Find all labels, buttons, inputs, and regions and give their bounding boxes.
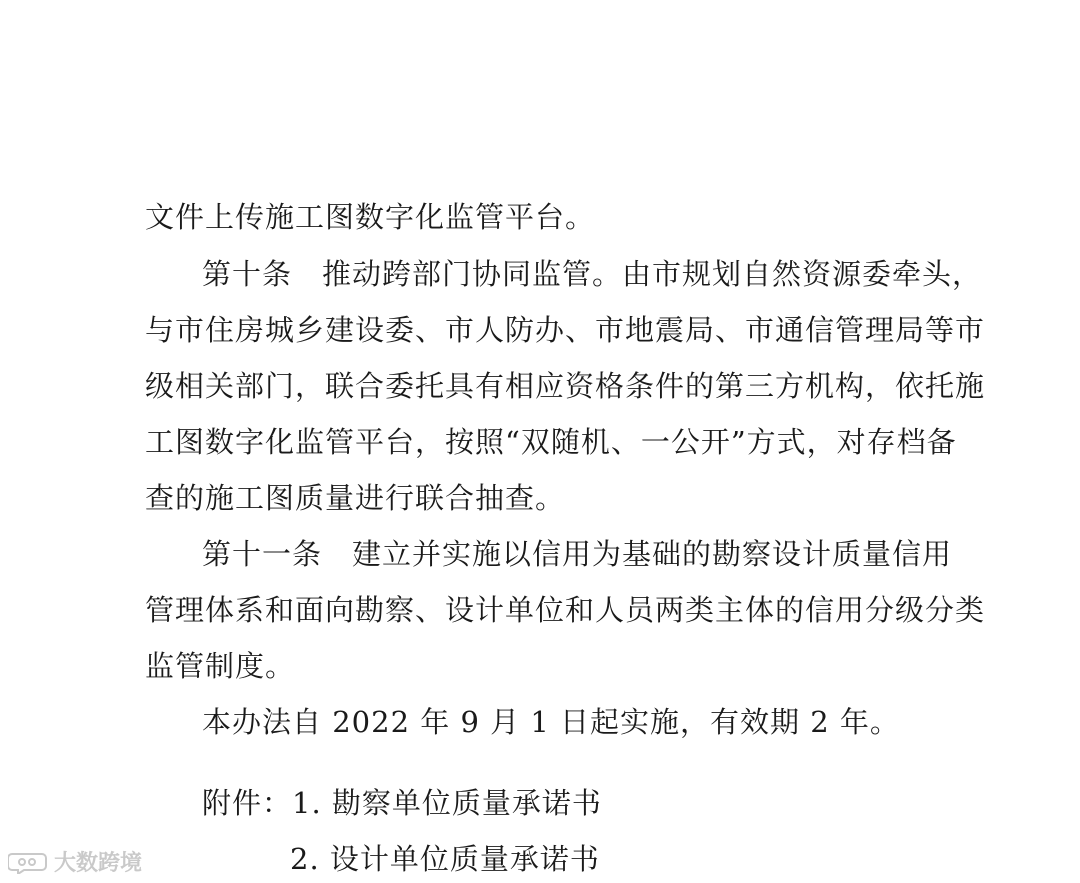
article-10-heading-line: 第十条 推动跨部门协同监管。由市规划自然资源委牵头， [202,257,983,291]
effective-date-line: 本办法自 2022 年 9 月 1 日起实施，有效期 2 年。 [202,705,900,739]
text-line-continuation: 文件上传施工图数字化监管平台。 [145,200,596,234]
article-11-text-line: 监管制度。 [145,649,296,683]
article-10-text-line: 查的施工图质量进行联合抽查。 [145,481,566,515]
attachment-item-2: 2. 设计单位质量承诺书 [290,842,600,876]
article-10-text-line: 级相关部门，联合委托具有相应资格条件的第三方机构，依托施 [145,369,986,403]
article-10-text-line: 工图数字化监管平台，按照“双随机、一公开”方式，对存档备 [145,425,957,459]
watermark-text: 大数跨境 [54,851,143,876]
chat-bubble-logo-icon [8,850,48,874]
article-11-heading-line: 第十一条 建立并实施以信用为基础的勘察设计质量信用 [202,537,953,571]
attachment-item-1: 附件：1. 勘察单位质量承诺书 [202,786,602,820]
article-11-text-line: 管理体系和面向勘察、设计单位和人员两类主体的信用分级分类 [145,593,986,627]
watermark [8,846,142,877]
article-10-text-line: 与市住房城乡建设委、市人防办、市地震局、市通信管理局等市 [145,313,986,347]
